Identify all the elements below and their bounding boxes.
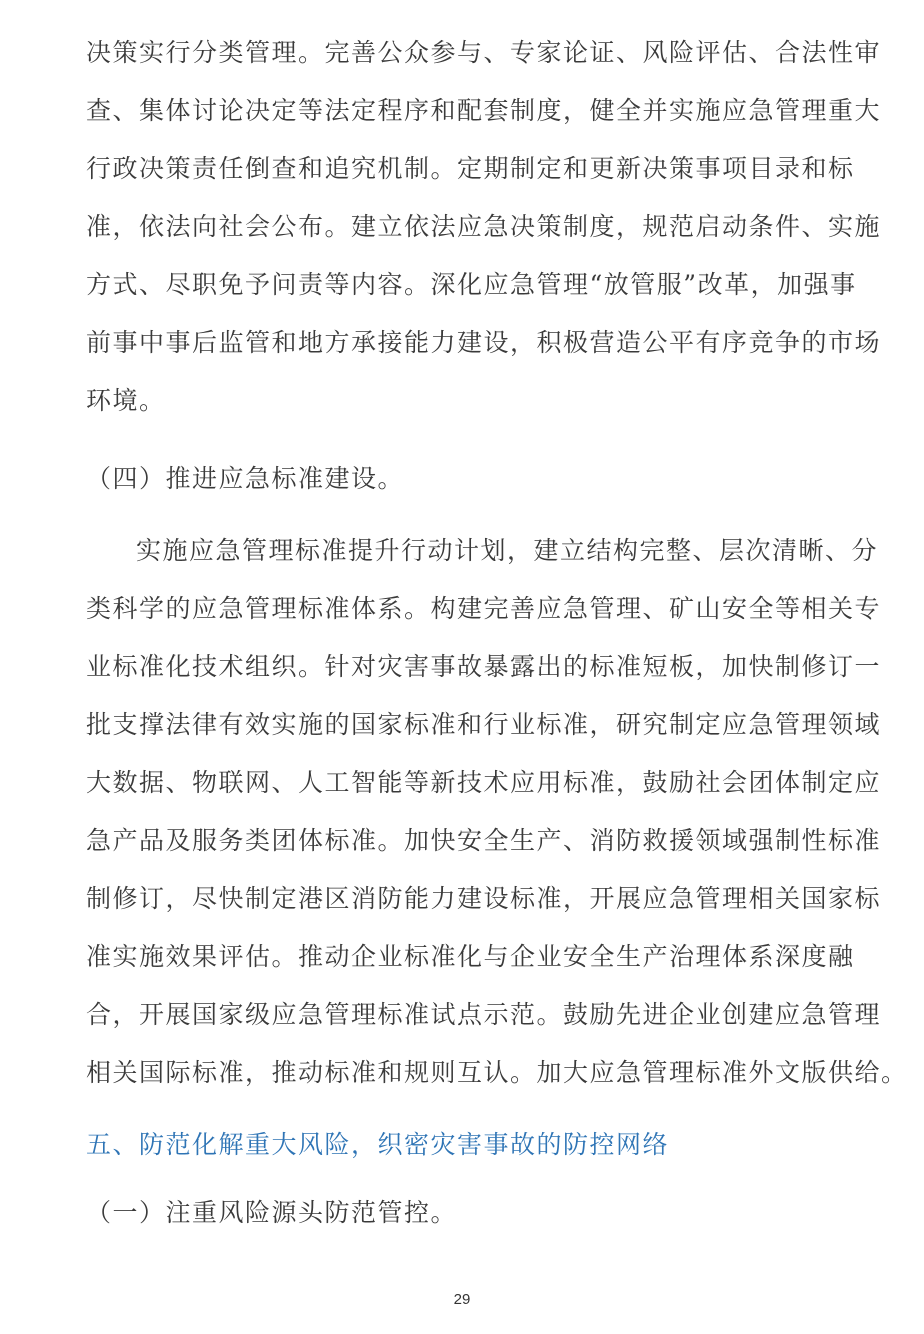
paragraph-line: 合，开展国家级应急管理标准试点示范。鼓励先进企业创建应急管理 [86, 1000, 882, 1029]
paragraph-line: 环境。 [86, 386, 166, 415]
paragraph-line: 准实施效果评估。推动企业标准化与企业安全生产治理体系深度融 [86, 942, 855, 971]
paragraph-line: 准，依法向社会公布。建立依法应急决策制度，规范启动条件、实施 [86, 212, 882, 241]
subheading-4: （四）推进应急标准建设。 [86, 464, 405, 493]
paragraph-line: 相关国际标准，推动标准和规则互认。加大应急管理标准外文版供给。 [86, 1058, 908, 1087]
paragraph-line: 方式、尽职免予问责等内容。深化应急管理“放管服”改革，加强事 [86, 270, 857, 299]
paragraph-line: 类科学的应急管理标准体系。构建完善应急管理、矿山安全等相关专 [86, 594, 882, 623]
section-5-heading: 五、防范化解重大风险，织密灾害事故的防控网络 [86, 1130, 670, 1159]
paragraph-line: 制修订，尽快制定港区消防能力建设标准，开展应急管理相关国家标 [86, 884, 882, 913]
paragraph-line: 决策实行分类管理。完善公众参与、专家论证、风险评估、合法性审 [86, 38, 882, 67]
subheading-1: （一）注重风险源头防范管控。 [86, 1198, 458, 1227]
paragraph-line: 批支撑法律有效实施的国家标准和行业标准，研究制定应急管理领域 [86, 710, 882, 739]
page-number: 29 [453, 1291, 471, 1308]
paragraph-line: 业标准化技术组织。针对灾害事故暴露出的标准短板，加快制修订一 [86, 652, 882, 681]
paragraph-line: 行政决策责任倒查和追究机制。定期制定和更新决策事项目录和标 [86, 154, 855, 183]
paragraph-line: 查、集体讨论决定等法定程序和配套制度，健全并实施应急管理重大 [86, 96, 882, 125]
paragraph-line: 急产品及服务类团体标准。加快安全生产、消防救援领域强制性标准 [86, 826, 882, 855]
paragraph-line: 前事中事后监管和地方承接能力建设，积极营造公平有序竞争的市场 [86, 328, 882, 357]
paragraph-line: 实施应急管理标准提升行动计划，建立结构完整、层次清晰、分 [136, 536, 879, 565]
paragraph-line: 大数据、物联网、人工智能等新技术应用标准，鼓励社会团体制定应 [86, 768, 882, 797]
